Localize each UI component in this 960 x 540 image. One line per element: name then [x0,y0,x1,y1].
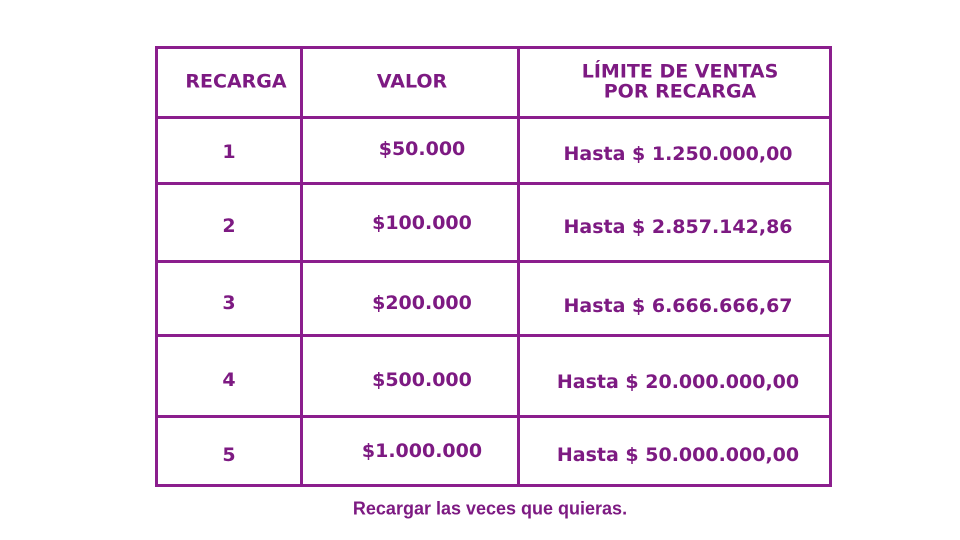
row-3-valor: $200.000 [372,292,472,314]
row-divider [158,334,829,337]
row-4-limite: Hasta $ 20.000.000,00 [556,371,800,393]
row-3-recarga: 3 [222,292,236,314]
row-1-recarga: 1 [222,141,236,163]
header-valor: VALOR [376,70,448,93]
header-limite-line1: LÍMITE DE VENTAS [581,60,779,83]
row-5-valor: $1.000.000 [361,440,483,462]
row-2-limite: Hasta $ 2.857.142,86 [563,216,793,238]
row-2-recarga: 2 [222,215,236,237]
column-divider [517,49,520,484]
row-divider [158,116,829,119]
footer-note: Recargar las veces que quieras. [352,498,628,519]
header-recarga: RECARGA [185,70,287,93]
row-5-limite: Hasta $ 50.000.000,00 [556,444,800,466]
column-divider [300,49,303,484]
row-2-valor: $100.000 [372,212,472,234]
row-divider [158,415,829,418]
row-3-limite: Hasta $ 6.666.666,67 [563,295,793,317]
row-5-recarga: 5 [222,444,236,466]
header-limite-line2: POR RECARGA [603,80,757,103]
row-4-recarga: 4 [222,369,236,391]
row-1-valor: $50.000 [378,138,466,160]
row-divider [158,182,829,185]
recharge-table [155,46,832,487]
row-1-limite: Hasta $ 1.250.000,00 [563,143,793,165]
row-divider [158,260,829,263]
row-4-valor: $500.000 [372,369,472,391]
